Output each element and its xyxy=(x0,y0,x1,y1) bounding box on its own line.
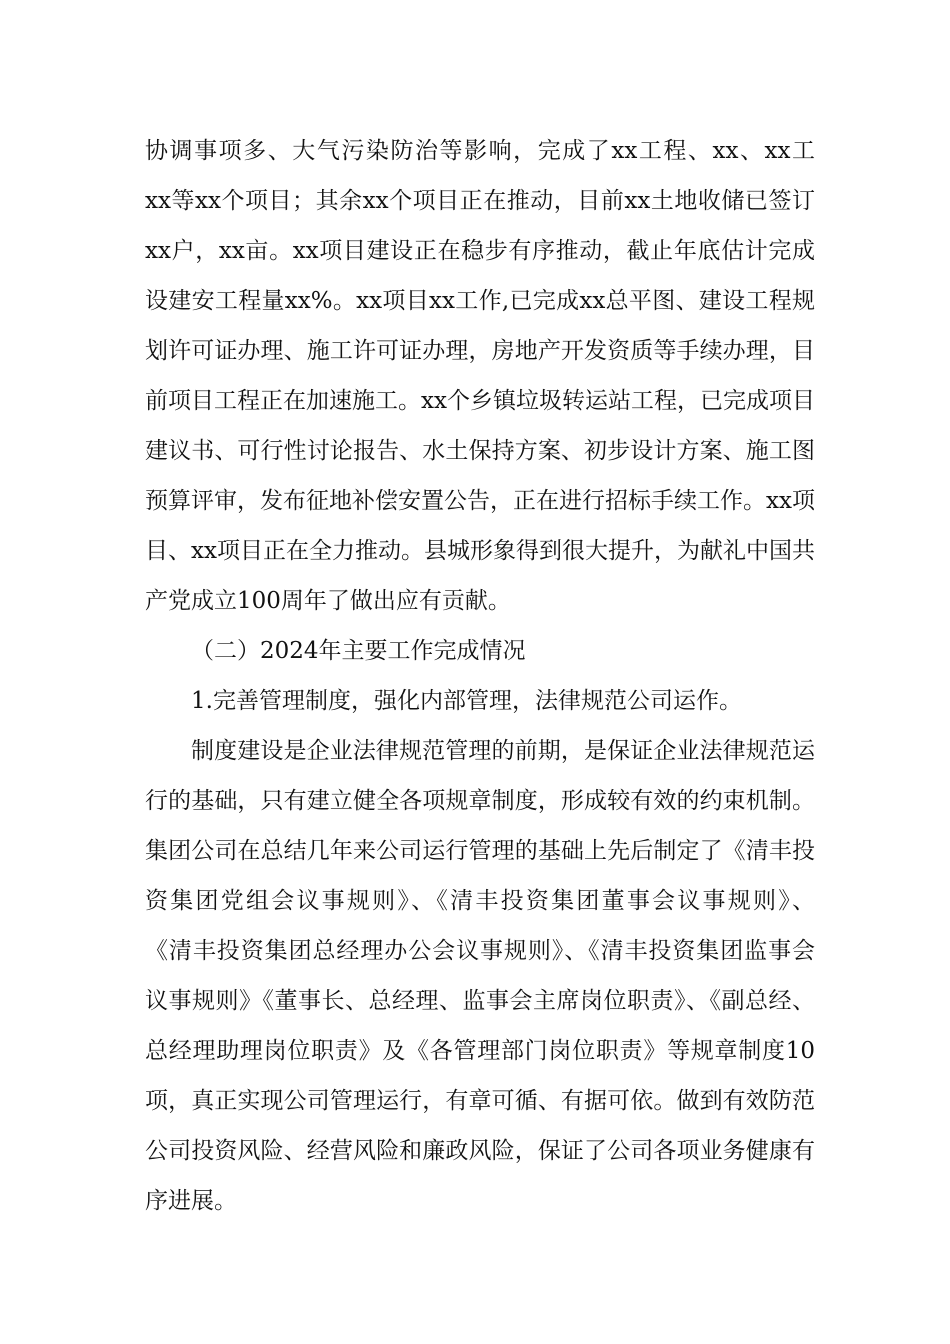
body-line: 资集团党组会议事规则》、《清丰投资集团董事会议事规则》、 xyxy=(145,888,815,914)
body-line: 《清丰投资集团总经理办公会议事规则》、《清丰投资集团监事会 xyxy=(145,938,815,964)
body-line: 公司投资风险、经营风险和廉政风险，保证了公司各项业务健康有 xyxy=(145,1138,815,1164)
body-line-paragraph-start: 制度建设是企业法律规范管理的前期，是保证企业法律规范运 xyxy=(191,738,815,764)
body-line: 预算评审，发布征地补偿安置公告，正在进行招标手续工作。xx项 xyxy=(145,488,815,514)
body-line-paragraph-end: 产党成立100周年了做出应有贡献。 xyxy=(145,588,511,614)
body-line: 总经理助理岗位职责》及《各管理部门岗位职责》等规章制度10 xyxy=(145,1038,815,1064)
body-line: 划许可证办理、施工许可证办理，房地产开发资质等手续办理，目 xyxy=(145,338,815,364)
body-line: 前项目工程正在加速施工。xx个乡镇垃圾转运站工程，已完成项目 xyxy=(145,388,815,414)
document-body xyxy=(145,126,815,1226)
section-heading: （二）2024年主要工作完成情况 xyxy=(191,638,526,664)
body-line: xx等xx个项目；其余xx个项目正在推动，目前xx土地收储已签订 xyxy=(145,188,815,214)
body-line: 项，真正实现公司管理运行，有章可循、有据可依。做到有效防范 xyxy=(145,1088,815,1114)
body-line: 行的基础，只有建立健全各项规章制度，形成较有效的约束机制。 xyxy=(145,788,815,814)
body-line: 协调事项多、大气污染防治等影响，完成了xx工程、xx、xx工 xyxy=(145,138,815,164)
body-line: 建议书、可行性讨论报告、水土保持方案、初步设计方案、施工图 xyxy=(145,438,815,464)
body-line: 目、xx项目正在全力推动。县城形象得到很大提升，为献礼中国共 xyxy=(145,538,815,564)
body-line: xx户，xx亩。xx项目建设正在稳步有序推动，截止年底估计完成 xyxy=(145,238,815,264)
body-line: 议事规则》《董事长、总经理、监事会主席岗位职责》、《副总经、 xyxy=(145,988,815,1014)
subsection-heading: 1.完善管理制度，强化内部管理，法律规范公司运作。 xyxy=(191,688,742,714)
body-line: 集团公司在总结几年来公司运行管理的基础上先后制定了《清丰投 xyxy=(145,838,815,864)
body-line-paragraph-end: 序进展。 xyxy=(145,1188,237,1214)
body-line: 设建安工程量xx%。xx项目xx工作,已完成xx总平图、建设工程规 xyxy=(145,288,815,314)
